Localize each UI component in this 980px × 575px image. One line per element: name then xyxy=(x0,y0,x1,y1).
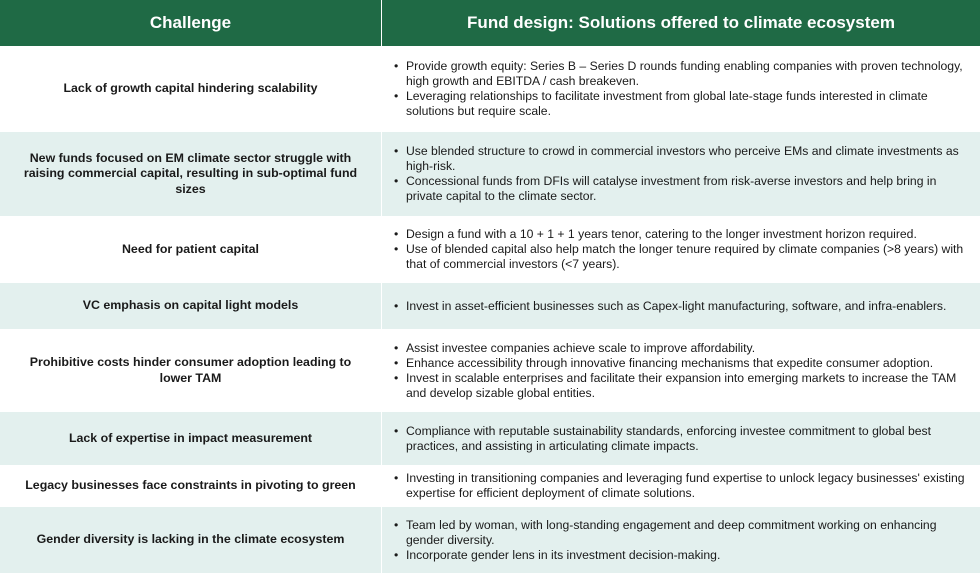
solution-bullet: • Invest in scalable enterprises and facilitate their expansion into emerging markets to increase the TAM and develop sizable global entities. xyxy=(394,371,972,401)
solution-bullet: • Assist investee companies achieve scale to improve affordability. xyxy=(394,341,972,356)
solution-bullet: • Provide growth equity: Series B – Series D rounds funding enabling companies with proven technology, high growth and EBITDA / cash breakeven. xyxy=(394,59,972,89)
solutions-cell xyxy=(382,132,980,216)
solutions-cell xyxy=(382,329,980,412)
solutions-cell xyxy=(382,283,980,329)
solution-bullet: • Design a fund with a 10 + 1 + 1 years tenor, catering to the longer investment horizon required. xyxy=(394,227,972,242)
solution-bullet: • Team led by woman, with long-standing engagement and deep commitment working on enhancing gender diversity. xyxy=(394,518,972,548)
solutions-cell xyxy=(382,412,980,465)
solution-bullet: • Leveraging relationships to facilitate investment from global late-stage funds interested in climate solutions but require scale. xyxy=(394,89,972,119)
solutions-cell xyxy=(382,216,980,283)
solutions-cell xyxy=(382,465,980,507)
challenge-cell: New funds focused on EM climate sector struggle with raising commercial capital, resulting in sub-optimal fund sizes xyxy=(0,132,381,216)
solution-bullet: • Enhance accessibility through innovative financing mechanisms that expedite consumer adoption. xyxy=(394,356,972,371)
solution-bullet: • Compliance with reputable sustainability standards, enforcing investee commitment to global best practices, and assisting in articulating climate impacts. xyxy=(394,424,972,454)
header-challenge: Challenge xyxy=(0,0,381,46)
header-fund-design: Fund design: Solutions offered to climate ecosystem xyxy=(382,0,980,46)
solution-bullet: • Investing in transitioning companies and leveraging fund expertise to unlock legacy businesses' existing expertise for efficient deployment of climate solutions. xyxy=(394,471,972,501)
solution-bullet: • Use of blended capital also help match the longer tenure required by climate companies (>8 years) with that of commercial investors (<7 years). xyxy=(394,242,972,272)
challenge-cell: Lack of growth capital hindering scalability xyxy=(0,46,381,132)
challenge-cell: VC emphasis on capital light models xyxy=(0,283,381,329)
challenge-cell: Prohibitive costs hinder consumer adoption leading to lower TAM xyxy=(0,329,381,412)
solution-bullet: • Incorporate gender lens in its investment decision-making. xyxy=(394,548,972,563)
solution-bullet: • Concessional funds from DFIs will catalyse investment from risk-averse investors and help bring in private capital to the climate sector. xyxy=(394,174,972,204)
challenge-cell: Lack of expertise in impact measurement xyxy=(0,412,381,465)
solution-bullet: • Use blended structure to crowd in commercial investors who perceive EMs and climate investments as high-risk. xyxy=(394,144,972,174)
solutions-cell xyxy=(382,46,980,132)
solution-bullet: • Invest in asset-efficient businesses such as Capex-light manufacturing, software, and infra-enablers. xyxy=(394,299,972,314)
challenge-cell: Legacy businesses face constraints in pivoting to green xyxy=(0,465,381,507)
challenge-cell: Need for patient capital xyxy=(0,216,381,283)
solutions-cell xyxy=(382,507,980,573)
challenge-cell: Gender diversity is lacking in the climate ecosystem xyxy=(0,507,381,573)
